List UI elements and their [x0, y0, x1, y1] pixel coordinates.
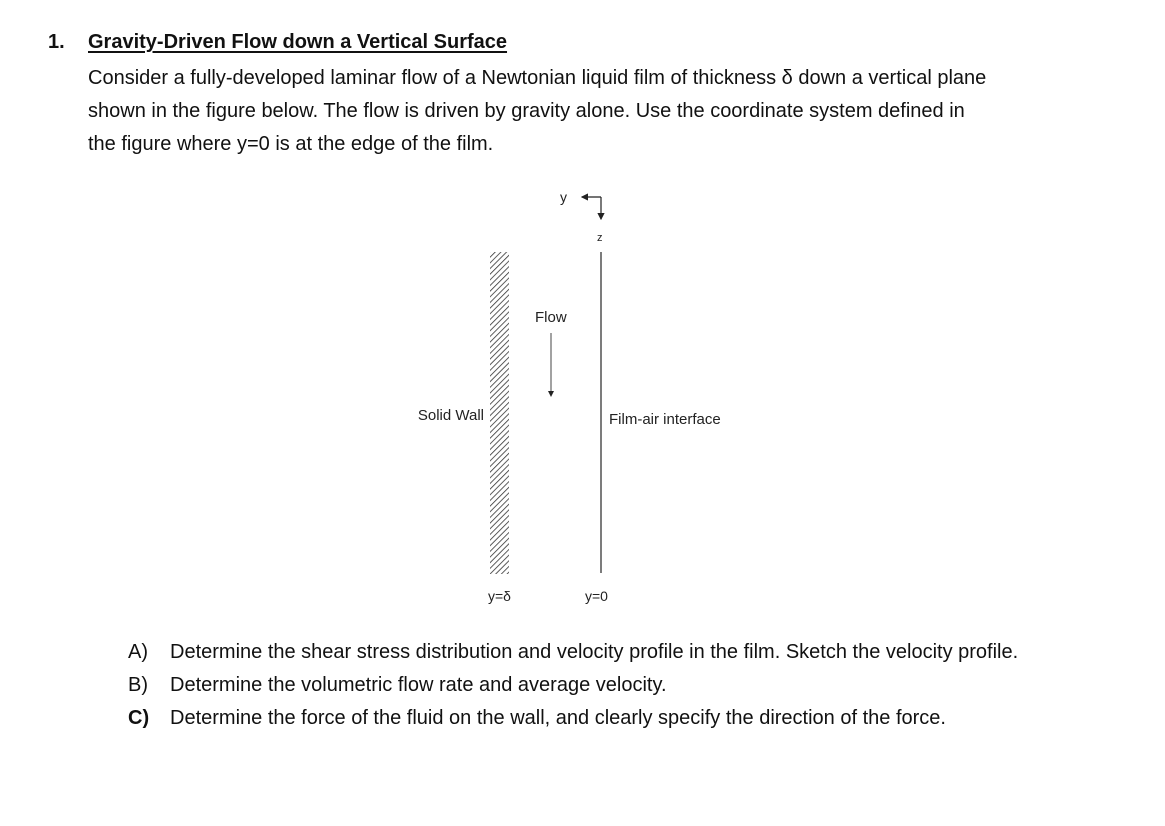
- z-axis-label: z: [597, 232, 603, 244]
- y-axis-label: y: [560, 189, 567, 205]
- question-item: [128, 702, 1118, 735]
- question-list: [128, 636, 1118, 735]
- interface-position-label: y=0: [585, 588, 608, 604]
- question-item: [128, 669, 1118, 702]
- film-air-interface-label: Film-air interface: [609, 411, 721, 428]
- intro-line: shown in the figure below. The flow is driven by gravity alone. Use the coordinate system defined in: [88, 100, 965, 122]
- question-text: Determine the force of the fluid on the wall, and clearly specify the direction of the force.: [170, 707, 946, 729]
- question-text: Determine the volumetric flow rate and average velocity.: [170, 674, 667, 696]
- intro-line: Consider a fully-developed laminar flow of a Newtonian liquid film of thickness δ down a vertical plane: [88, 67, 987, 89]
- problem-intro: [88, 62, 1128, 161]
- problem-number: 1.: [48, 31, 65, 53]
- solid-wall: [490, 252, 509, 574]
- film-flow-figure: [380, 180, 760, 610]
- question-item: [128, 636, 1118, 669]
- film-flow-diagram: [380, 180, 760, 610]
- problem-title: Gravity-Driven Flow down a Vertical Surface: [88, 31, 508, 53]
- solid-wall-label: Solid Wall: [417, 407, 484, 424]
- wall-position-label: y=δ: [488, 588, 511, 604]
- flow-label: Flow: [535, 309, 567, 326]
- question-marker: A): [128, 641, 148, 663]
- question-text: Determine the shear stress distribution and velocity profile in the film. Sketch the velocity profile.: [170, 641, 1019, 663]
- question-marker: B): [128, 674, 148, 696]
- intro-line: the figure where y=0 is at the edge of the film.: [88, 133, 494, 155]
- question-marker: C): [128, 707, 150, 729]
